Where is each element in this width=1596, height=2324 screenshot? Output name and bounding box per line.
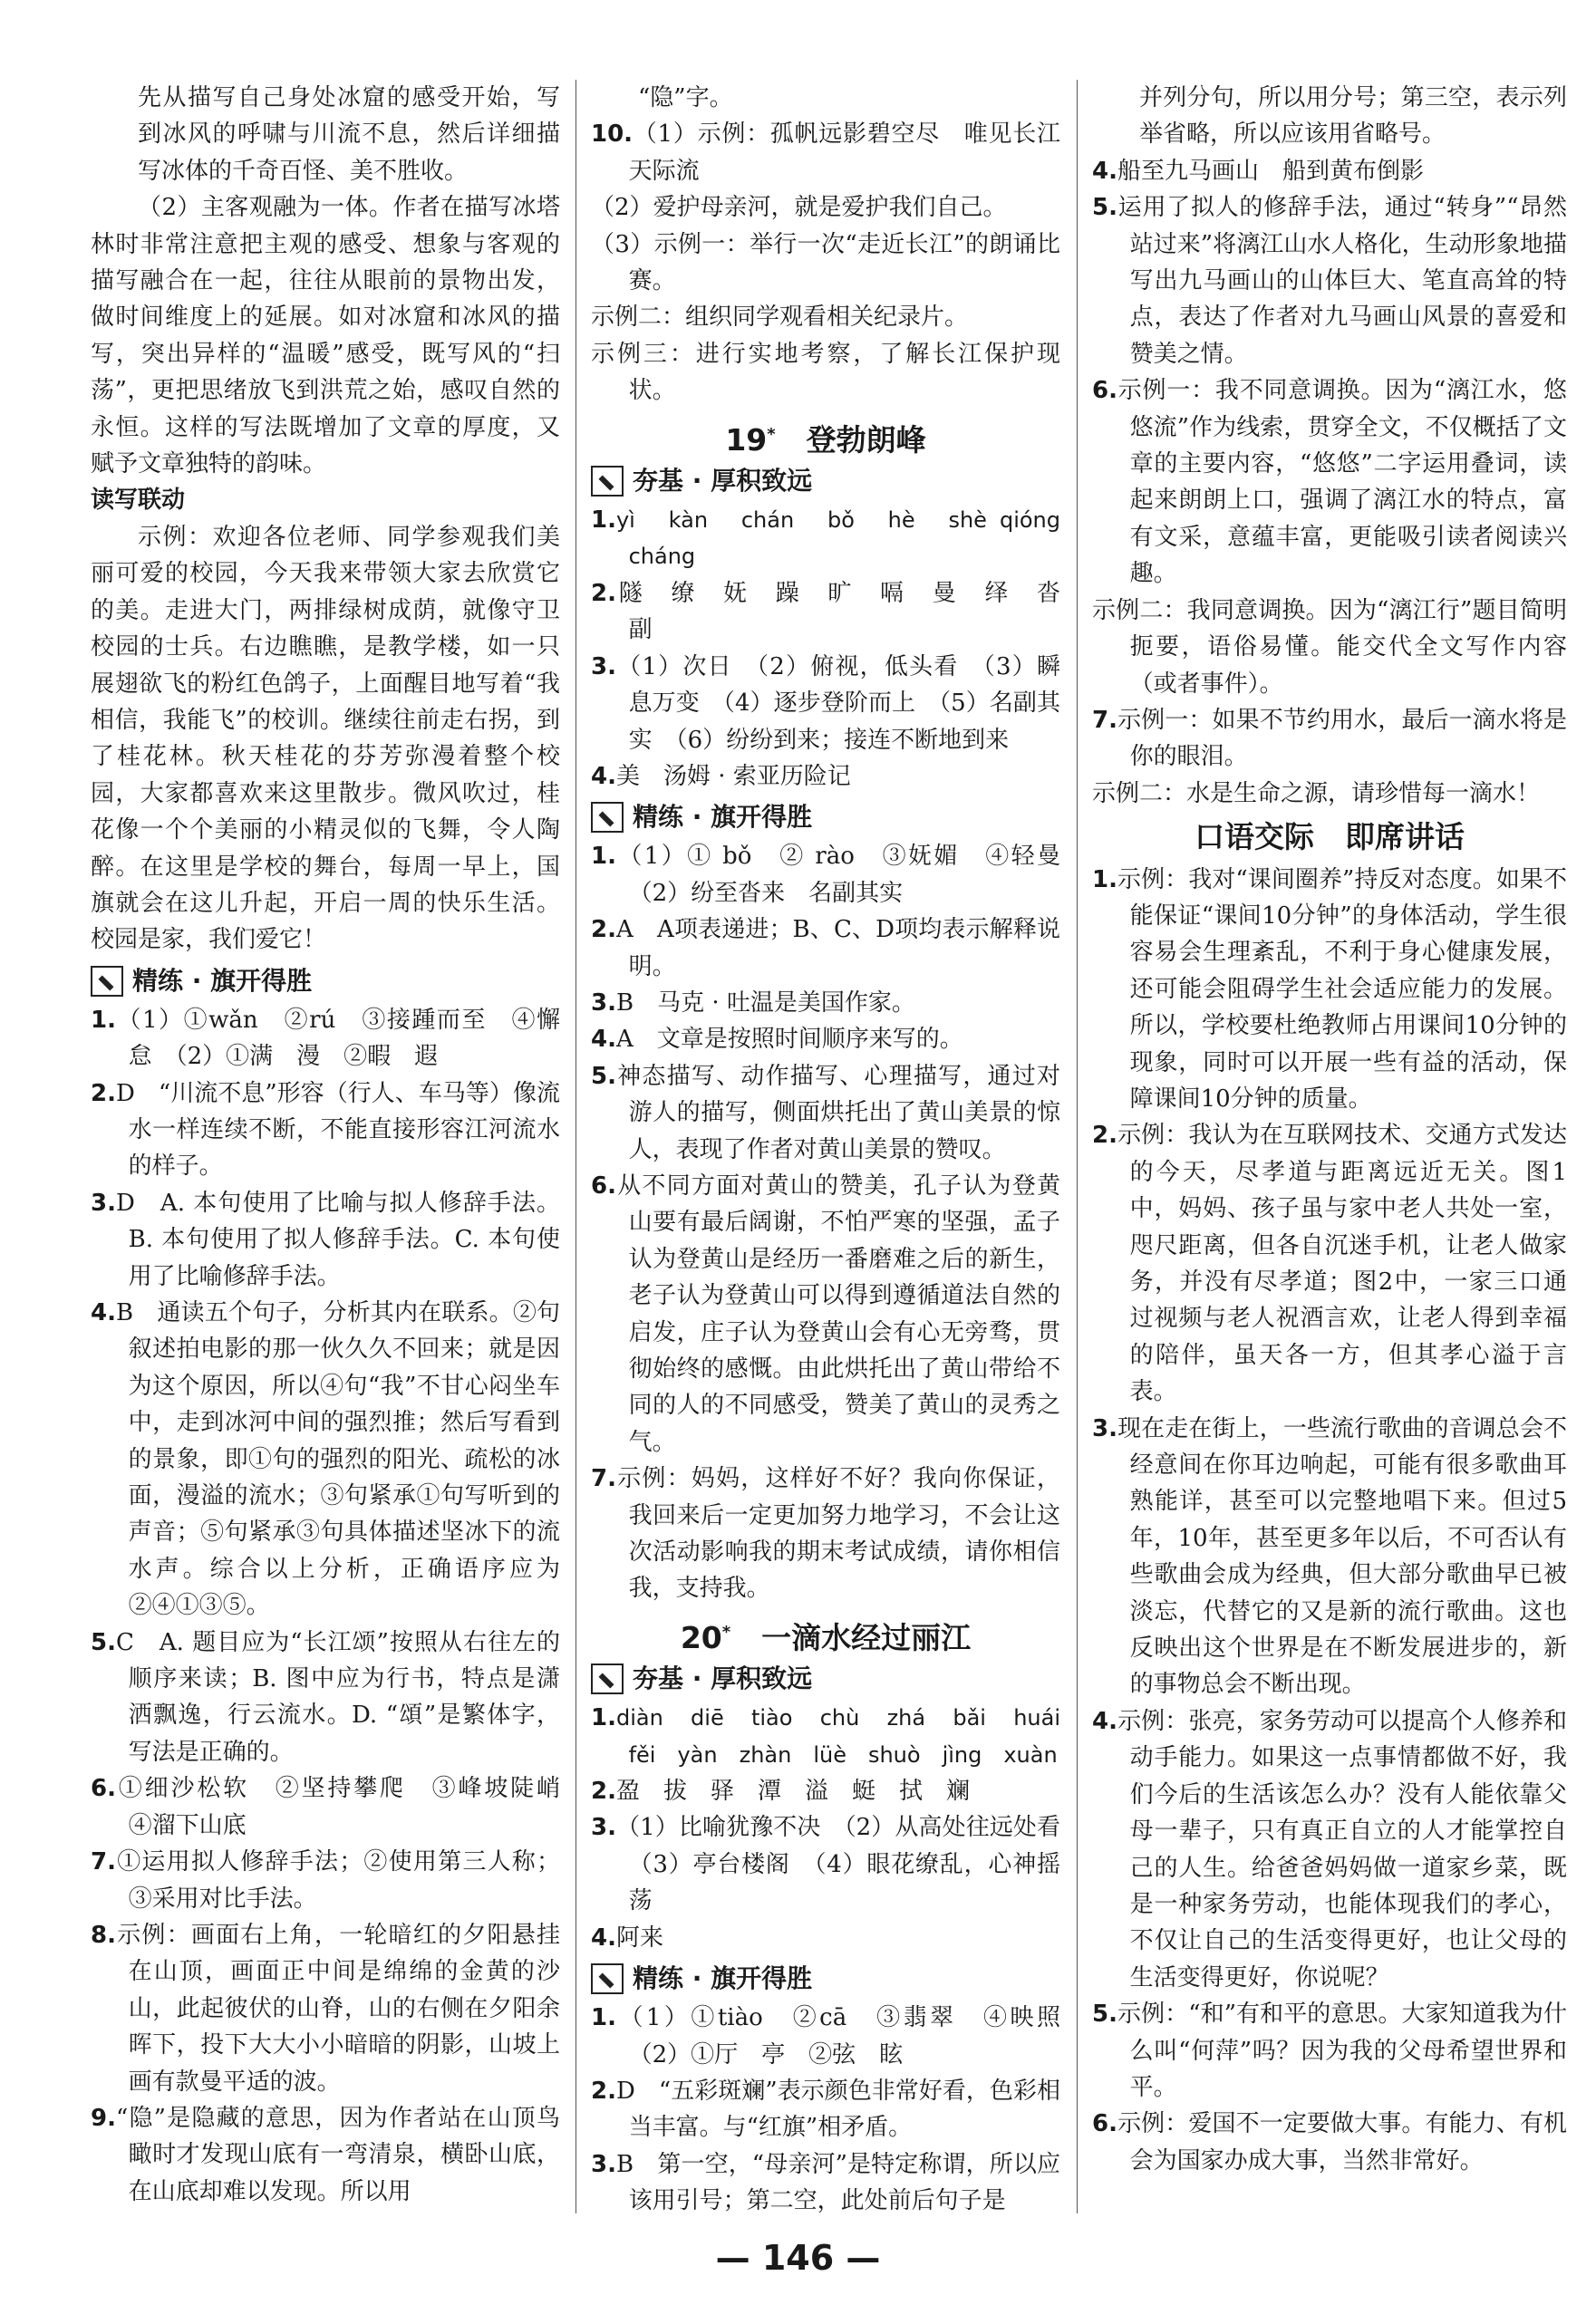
section-bar (591, 1962, 1060, 1996)
answer-item-number: 4. (1092, 157, 1117, 185)
answer-item-number: 6. (591, 1172, 616, 1200)
answer-item-number: 3. (591, 2150, 616, 2178)
answer-list (1092, 153, 1567, 812)
answer-item-text: （1）① bǒ ② rào ③妩媚 ④轻曼 （2）纷至沓来 名副其实 (615, 843, 1085, 907)
answer-item (591, 299, 1060, 335)
answer-item-text: D “川流不息”形容（行人、车马等）像流水一样连续不断，不能直接形容江河流水的样子。 (115, 1079, 560, 1181)
answer-item (1092, 2106, 1567, 2179)
answer-item-text: 示例：爱国不一定要做大事。有能力、有机会为国家办成大事，当然非常好。 (1117, 2110, 1567, 2175)
answer-item-number: 6. (1092, 2110, 1117, 2138)
answer-item-text: （3）示例一：举行一次“走近长江”的朗诵比赛。 (591, 230, 1060, 295)
lesson-heading-20: 20* 一滴水经过丽江 (680, 1619, 972, 1655)
answer-item (591, 838, 1085, 911)
answer-item (591, 1021, 1060, 1057)
answer-item-text: 示例：我对“课间圈养”持反对态度。如果不能保证“课间10分钟”的身体活动，学生很容易会生理紊乱，不利于身心健康发展，还可能会阻碍学生社会适应能力的发展。所以，学校要杜绝教师占用课间10分钟的现象，同时可以开展一些有益的活动，保障课间10分钟的质量。 (1117, 865, 1567, 1113)
answer-item-text: D “五彩斑斓”表示颜色非常好看，色彩相当丰富。与“红旗”相矛盾。 (615, 2077, 1060, 2142)
answer-item (91, 2100, 560, 2210)
answer-item (91, 1002, 560, 1075)
answer-item-number: 2. (591, 916, 616, 944)
answer-list (591, 502, 1085, 795)
answer-item-text: ①细沙松软 ②坚持攀爬 ③峰坡陡峭 ④溜下山底 (115, 1775, 585, 1839)
answer-item-text: （1）比喻犹豫不决 （2）从高处往远处看 （3）亭台楼阁 （4）眼花缭乱，心神摇荡 (615, 1814, 1085, 1915)
answer-item-text: B 马克 · 吐温是美国作家。 (615, 988, 915, 1017)
answer-item (591, 758, 1060, 795)
answer-item-number: 2. (591, 579, 616, 607)
answer-item (591, 2073, 1060, 2146)
answer-item-number: 1. (591, 843, 616, 871)
answer-item (1092, 1703, 1567, 1996)
answer-item-number: 3. (91, 1189, 116, 1217)
answer-item (91, 1075, 560, 1185)
answer-item-number: 1. (91, 1006, 116, 1034)
answer-item-number: 1. (1092, 865, 1117, 893)
answer-item-text: （1）示例：孤帆远影碧空尽 唯见长江天际流 (628, 121, 1060, 185)
answer-item-number: 4. (591, 1924, 616, 1952)
section-bar (591, 800, 1060, 834)
answer-item (1092, 1411, 1567, 1703)
section-label-read-write: 读写联动 (91, 487, 186, 515)
answer-item (1092, 1996, 1567, 2106)
answer-item-number: 1. (591, 1704, 616, 1732)
answer-item (591, 116, 1060, 189)
answer-item-text: 运用了拟人的修辞手法，通过“转身”“昂然站过来”将漓江山水人格化，生动形象地描写出九马画山的山体巨大、笔直高耸的特点，表达了作者对九马画山风景的喜爱和赞美之情。 (1117, 194, 1567, 368)
answer-item-text: 示例：张亮，家务劳动可以提高个人修养和动手能力。如果这一点事情都做不好，我们今后的生活该怎么办？没有人能依靠父母一辈子，只有真正自立的人才能掌控自己的人生。给爸爸妈妈做一道家乡菜，既是一种家务劳动，也能体现我们的孝心，不仅让自己的生活变得更好，也让父母的生活变得更好，你说呢？ (1117, 1707, 1567, 1991)
answer-item-text: 示例：我认为在互联网技术、交通方式发达的今天，尽孝道与距离远近无关。图1中，妈妈、孩子虽与家中老人共处一室，咫尺距离，但各自沉迷手机，让老人做家务，并没有尽孝道；图2中，一家三口通过视频与老人祝酒言欢，让老人得到幸福的陪伴，虽天各一方，但其孝心溢于言表。 (1117, 1122, 1567, 1406)
answer-item (591, 336, 1060, 410)
answer-item-number: 3. (1092, 1414, 1117, 1442)
answer-item (1092, 1117, 1567, 1410)
answer-item (591, 985, 1060, 1021)
answer-item-number: 6. (91, 1775, 116, 1803)
answer-item (1092, 862, 1567, 1118)
answer-item-number: 5. (591, 1062, 616, 1090)
answer-item-text: 示例二：水是生命之源，请珍惜每一滴水！ (1092, 779, 1541, 807)
answer-item-number: 4. (91, 1299, 116, 1326)
answer-item-text: D A. 本句使用了比喻与拟人修辞手法。B. 本句使用了拟人修辞手法。C. 本句使用了比喻修辞手法。 (115, 1189, 560, 1290)
answer-paragraph: 示例：欢迎各位老师、同学参观我们美丽可爱的校园，今天我来带领大家去欣赏它的美。走进大门，两排绿树成荫，就像守卫校园的士兵。右边瞧瞧，是教学楼，如一只展翅欲飞的粉红色鸽子，上面醒目地写着“我相信，我能飞”的校训。继续往前走右拐，到了桂花林。秋天桂花的芬芳弥漫着整个校园，大家都喜欢来这里散步。微风吹过，桂花像一个个美丽的小精灵似的飞舞，令人陶醉。在这里是学校的舞台，每周一早上，国旗就会在这儿升起，开启一周的快乐生活。校园是家，我们爱它！ (91, 523, 560, 954)
answer-item (91, 1295, 560, 1625)
answer-item (91, 1185, 560, 1295)
answer-paragraph: （2）主客观融为一体。作者在描写冰塔林时非常注意把主观的感受、想象与客观的描写融合在一起，往往从眼前的景物出发，做时间维度上的延展。如对冰窟和冰风的描写，突出异样的“温暖”感受，既写风的“扫荡”，更把思绪放飞到洪荒之始，感叹自然的永恒。这样的写法既增加了文章的厚度，又赋予文章独特的韵味。 (91, 194, 560, 478)
answer-item (591, 575, 1085, 649)
answer-item-text: 从不同方面对黄山的赞美，孔子认为登黄山要有最后阔谢，不怕严寒的坚强，孟子认为登黄山是经历一番磨难之后的新生，老子认为登黄山可以得到遵循道法自然的启发，庄子认为登黄山会有心无旁骛，贯彻始终的感慨。由此烘托出了黄山带给不同的人的不同感受，赞美了黄山的灵秀之气。 (615, 1172, 1060, 1456)
answer-item-text: “隐”是隐藏的意思，因为作者站在山顶鸟瞰时才发现山底有一弯清泉，横卧山底，在山底却难以发现。所以用 (115, 2104, 560, 2205)
answer-item-text: 阿来 (615, 1924, 663, 1952)
answer-item (91, 1917, 560, 2100)
answer-item-text: 船至九马画山 船到黄布倒影 (1117, 157, 1424, 185)
answer-item-text: 示例：“和”有和平的意思。大家知道我为什么叫“何萍”吗？因为我的父母希望世界和平。 (1117, 2001, 1567, 2101)
answer-item (91, 1844, 560, 1917)
answer-item (1092, 593, 1567, 702)
answer-item-text: 美 汤姆 · 索亚历险记 (615, 762, 851, 790)
answer-item-number: 2. (1092, 1122, 1117, 1150)
answer-list (591, 1700, 1085, 1956)
section-bar-label: 精练 · 旗开得胜 (633, 802, 813, 833)
answer-item-number: 1. (591, 2004, 616, 2032)
answer-item (91, 1770, 585, 1844)
answer-item-number: 7. (91, 1848, 116, 1876)
column-2 (591, 80, 1085, 2220)
section-bar-label: 精练 · 旗开得胜 (633, 1962, 813, 1993)
answer-paragraph: 并列分句，所以用分号；第三空，表示列举省略，所以应该用省略号。 (1139, 84, 1567, 149)
answer-list (591, 838, 1085, 1607)
answer-item (591, 1700, 1082, 1773)
answer-item-text: diàn diē tiào chù zhá bǎi huái fěi yàn zhàn lüè shuò jìng xuàn (615, 1705, 1082, 1768)
answer-item-text: 示例三：进行实地考察，了解长江保护现状。 (591, 340, 1060, 405)
answer-item (591, 2146, 1060, 2220)
answer-item-number: 7. (591, 1465, 616, 1493)
section-bar (91, 964, 560, 998)
answer-item (591, 1773, 1060, 1809)
page-number: — 146 — (715, 2238, 881, 2278)
answer-item-text: A A项表递进；B、C、D项均表示解释说明。 (615, 916, 1060, 980)
answer-item-number: 5. (91, 1628, 116, 1656)
oral-communication-heading: 口语交际 即席讲话 (1195, 819, 1465, 855)
column-1 (91, 80, 585, 2210)
answer-item (591, 1058, 1060, 1168)
checkmark-box-icon (591, 1663, 624, 1694)
answer-item-number: 3. (591, 1814, 616, 1842)
answer-item-text: （1）①tiào ②cā ③翡翠 ④映照 （2）①厅 亭 ②弦 眩 (615, 2004, 1085, 2068)
answer-item-number: 5. (1092, 194, 1117, 222)
answer-item-number: 4. (1092, 1707, 1117, 1735)
answer-item-number: 9. (91, 2104, 116, 2132)
answer-item-number: 3. (591, 988, 616, 1017)
answer-item (591, 1168, 1060, 1461)
answer-item-text: 隧 缭 妩 躁 旷 嗝 曼 绎 沓 副 (615, 579, 1085, 644)
answer-item (1092, 372, 1567, 592)
answer-item-number: 7. (1092, 706, 1117, 734)
answer-item-text: A 文章是按照时间顺序来写的。 (615, 1026, 963, 1054)
answer-item-text: （2）爱护母亲河，就是爱护我们自己。 (591, 194, 1007, 222)
answer-item (1092, 702, 1567, 776)
answer-paragraph: “隐”字。 (638, 84, 733, 111)
answer-item-text: 示例二：组织同学观看相关纪录片。 (591, 304, 969, 332)
answer-item-text: 盈 拔 驿 潭 溢 蜓 拭 斓 (615, 1778, 970, 1806)
answer-item (1092, 189, 1567, 372)
answer-item-text: 示例：画面右上角，一轮暗红的夕阳悬挂在山顶，画面正中间是绵绵的金黄的沙山，此起彼伏的山脊，山的右侧在夕阳余晖下，投下大大小小暗暗的阴影，山坡上画有款曼平适的波。 (115, 1921, 560, 2096)
answer-list (91, 1002, 585, 2210)
answer-item-number: 4. (591, 762, 616, 790)
answer-item (591, 189, 1060, 226)
answer-item-text: （1）次日 （2）俯视，低头看 （3）瞬息万变 （4）逐步登阶而上 （5）名副其实 （6）纷纷到来；接连不断地到来 (615, 652, 1060, 754)
answer-list (591, 2000, 1085, 2219)
answer-list (591, 116, 1060, 409)
answer-item (91, 1625, 560, 1771)
section-bar-label: 夯基 · 厚积致远 (633, 1663, 813, 1694)
answer-item-text: ①运用拟人修辞手法；②使用第三人称；③采用对比手法。 (115, 1848, 560, 1913)
column-divider-2 (1077, 80, 1078, 2213)
checkmark-box-icon (591, 802, 624, 833)
answer-item-number: 10. (591, 121, 634, 149)
answer-item (591, 1461, 1060, 1607)
answer-item (591, 1809, 1085, 1919)
answer-paragraph: 先从描写自己身处冰窟的感受开始，写到冰风的呼啸与川流不息，然后详细描写冰体的千奇百怪、美不胜收。 (138, 84, 560, 185)
answer-item-text: 示例一：如果不节约用水，最后一滴水将是你的眼泪。 (1117, 706, 1567, 771)
checkmark-box-icon (91, 966, 123, 997)
answer-item-number: 4. (591, 1026, 616, 1054)
column-3 (1092, 80, 1567, 2179)
answer-item (591, 1920, 1060, 1956)
answer-item-number: 2. (591, 1778, 616, 1806)
answer-list (1092, 862, 1567, 2180)
answer-item (591, 2000, 1085, 2073)
answer-item-text: （1）①wǎn ②rú ③接踵而至 ④懈怠 （2）①满 漫 ②暇 遐 (115, 1006, 560, 1071)
answer-item-number: 3. (591, 652, 616, 680)
answer-item-text: 示例二：我同意调换。因为“漓江行”题目简明扼要，语俗易懂。能交代全文写作内容（或者事件）。 (1092, 596, 1567, 698)
answer-item-number: 6. (1092, 377, 1117, 405)
answer-item-text: yì kàn chán bǒ hè shè qióng cháng (615, 507, 1082, 570)
answer-item-text: 示例：妈妈，这样好不好？我向你保证，我回来后一定更加努力地学习，不会让这次活动影响我的期末考试成绩，请你相信我，支持我。 (615, 1465, 1060, 1603)
answer-item-text: 现在走在街上，一些流行歌曲的音调总会不经意间在你耳边响起，可能有很多歌曲耳熟能详，甚至可以完整地唱下来。但过5年，10年，甚至更多年以后，不可否认有些歌曲会成为经典，但大部分歌曲早已被淡忘，代替它的又是新的流行歌曲。这也反映出这个世界是在不断发展进步的，新的事物总会不断出现。 (1117, 1414, 1567, 1699)
section-bar-label: 精练 · 旗开得胜 (132, 965, 313, 996)
answer-item-text: 神态描写、动作描写、心理描写，通过对游人的描写，侧面烘托出了黄山美景的惊人，表现了作者对黄山美景的赞叹。 (615, 1062, 1060, 1163)
answer-item-text: B 通读五个句子，分析其内在联系。②句叙述拍电影的那一伙久久不回来；就是因为这个原因，所以④句“我”不甘心闷坐车中，走到冰河中间的强烈推；然后写看到的景象，即①句的强烈的阳光、疏松的冰面，漫溢的流水；③句紧承①句写听到的声音；⑤句紧承③句具体描述坚冰下的流水声。综合以上分析，正确语序应为②④①③⑤。 (115, 1299, 560, 1620)
answer-item (591, 649, 1060, 758)
answer-item (591, 502, 1082, 575)
answer-item-number: 1. (591, 506, 616, 535)
section-bar (591, 1662, 1060, 1696)
answer-item-number: 8. (91, 1921, 116, 1949)
answer-item (1092, 776, 1567, 812)
answer-item (591, 227, 1060, 300)
checkmark-box-icon (591, 466, 624, 497)
answer-item (591, 911, 1060, 985)
answer-item-text: C A. 题目应为“长江颂”按照从右往左的顺序来读；B. 图中应为行书，特点是潇洒飘逸，行云流水。D. “頌”是繁体字，写法是正确的。 (115, 1628, 560, 1766)
answer-item-number: 2. (91, 1079, 116, 1107)
answer-item-number: 2. (591, 2077, 616, 2105)
answer-item-text: B 第一空，“母亲河”是特定称谓，所以应该用引号；第二空，此处前后句子是 (615, 2150, 1060, 2215)
answer-item-number: 5. (1092, 2001, 1117, 2029)
section-bar-label: 夯基 · 厚积致远 (633, 465, 813, 496)
section-bar (591, 464, 1060, 498)
answer-item (1092, 153, 1567, 189)
checkmark-box-icon (591, 1963, 624, 1994)
lesson-heading-19: 19* 登勃朗峰 (725, 421, 926, 458)
answer-item-text: 示例一：我不同意调换。因为“漓江水，悠悠流”作为线索，贯穿全文，不仅概括了文章的主要内容，“悠悠”二字运用叠词，读起来朗朗上口，强调了漓江水的特点，富有文采，意蕴丰富，更能吸引读者阅读兴趣。 (1117, 377, 1567, 588)
